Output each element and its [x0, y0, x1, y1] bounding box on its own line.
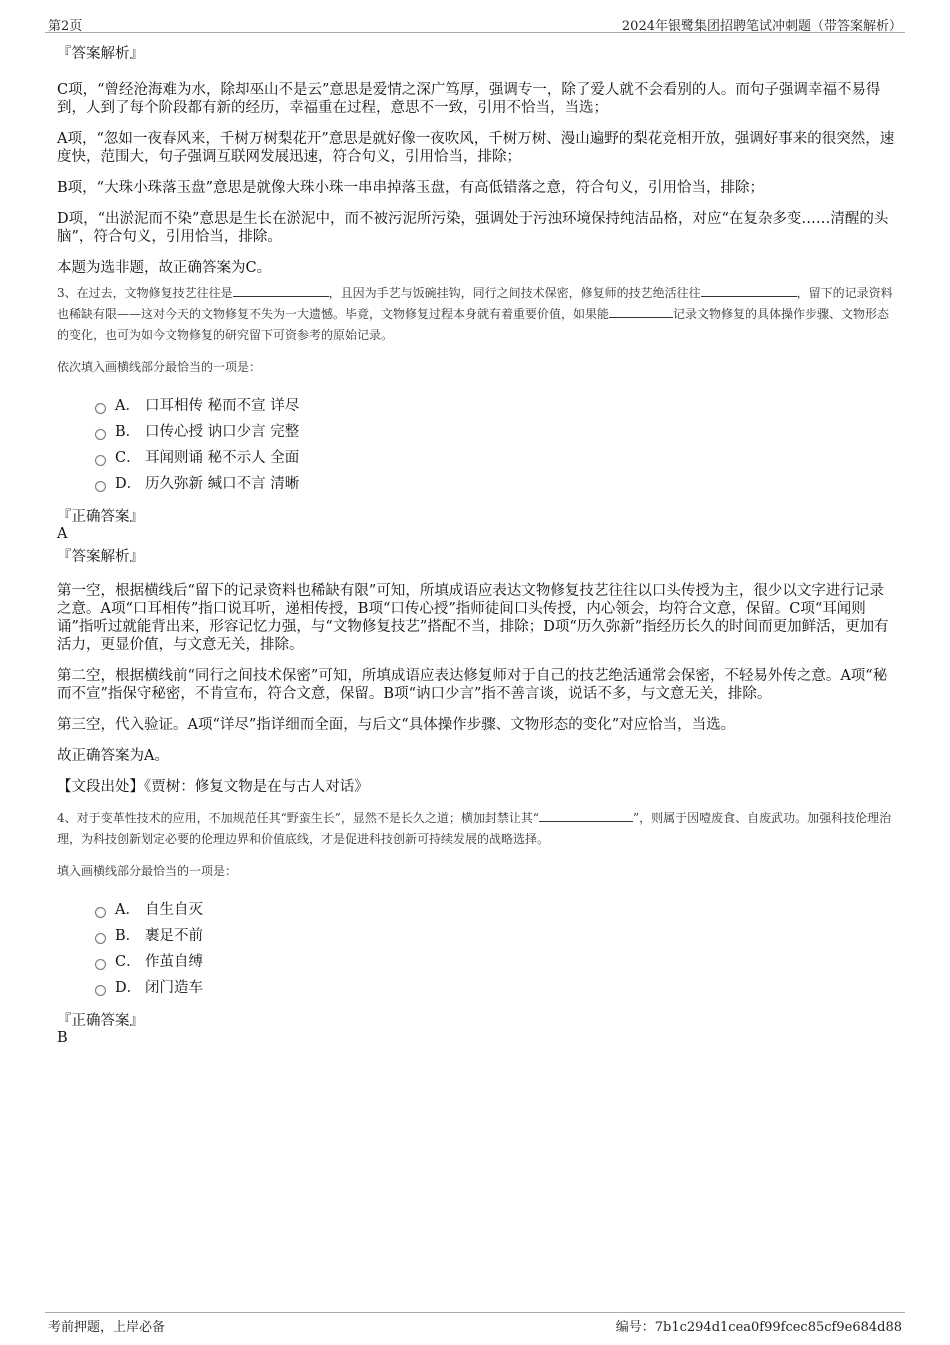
q2-analysis-para: C项，“曾经沧海难为水，除却巫山不是云”意思是爱情之深广笃厚，强调专一，除了爱人就不会看别的人。而句子强调幸福不易得到，人到了每个阶段都有新的经历，幸福重在过程，意思不一致，引用不恰当，当选； [57, 82, 881, 116]
option-text: 口传心授 讷口少言 完整 [145, 424, 300, 440]
option-text: 历久弥新 缄口不言 清晰 [145, 476, 300, 492]
q3-analysis-label: 『答案解析』 [57, 549, 144, 565]
option-c[interactable] [95, 445, 897, 471]
q4-stem [57, 808, 897, 850]
q3-stem-part: 3、在过去，文物修复技艺往往是 [57, 286, 233, 300]
q2-analysis-para: D项，“出淤泥而不染”意思是生长在淤泥中，而不被污泥所污染，强调处于污浊环境保持纯洁品格，对应“在复杂多变……清醒的头脑”，符合句义，引用恰当，排除。 [57, 211, 889, 245]
q3-source: 【文段出处】《贾树：修复文物是在与古人对话》 [57, 779, 369, 795]
q4-instruction: 填入画横线部分最恰当的一项是： [57, 864, 238, 878]
q2-analysis-label: 『答案解析』 [57, 46, 144, 62]
radio-icon[interactable] [95, 403, 106, 414]
document-title: 2024年银鹭集团招聘笔试冲刺题（带答案解析） [621, 19, 902, 34]
document-id: 编号：7b1c294d1cea0f99fcec85cf9e684d88 [615, 1320, 902, 1335]
option-key: C． [115, 450, 141, 466]
radio-icon[interactable] [95, 455, 106, 466]
q2-conclusion: 本题为选非题，故正确答案为C。 [57, 260, 272, 276]
option-text: 自生自灭 [145, 902, 203, 918]
q4-stem-part: ”，则属于因噎废食、自废武功。加强科技伦理治理，为科技创新划定必要的伦理边界和价值底线，才是促进科技创新可持续发展的战略选择。 [57, 811, 892, 846]
radio-icon[interactable] [95, 985, 106, 996]
q3-options [95, 393, 897, 497]
fill-blank [539, 809, 633, 822]
option-b[interactable] [95, 419, 897, 445]
page-number: 第2页 [48, 19, 83, 34]
option-key: B． [115, 424, 141, 440]
q3-instruction: 依次填入画横线部分最恰当的一项是： [57, 360, 262, 374]
option-text: 裹足不前 [145, 928, 203, 944]
q3-analysis-para: 第二空，根据横线前“同行之间技术保密”可知，所填成语应表达修复师对于自己的技艺绝活通常会保密，不轻易外传之意。A项“秘而不宣”指保守秘密，不肯宣布，符合文意，保留。B项“讷口少言”指不善言谈，说话不多，与文意无关，排除。 [57, 668, 888, 702]
q4-stem-part: 4、对于变革性技术的应用，不加规范任其“野蛮生长”，显然不是长久之道；横加封禁让其“ [57, 811, 540, 825]
option-key: A． [115, 398, 140, 414]
page-header [45, 14, 905, 33]
q3-analysis-para: 第三空，代入验证。A项“详尽”指详细而全面，与后文“具体操作步骤、文物形态的变化”对应恰当，当选。 [57, 717, 736, 733]
q2-analysis-para: A项，“忽如一夜春风来，千树万树梨花开”意思是就好像一夜吹风，千树万树、漫山遍野的梨花竞相开放，强调好事来的很突然，速度快，范围大，句子强调互联网发展迅速，符合句义，引用恰当，排除； [57, 131, 895, 165]
fill-blank [701, 284, 797, 297]
option-text: 耳闻则诵 秘不示人 全面 [145, 450, 300, 466]
option-a[interactable] [95, 393, 897, 419]
option-a[interactable] [95, 897, 897, 923]
option-d[interactable] [95, 975, 897, 1001]
option-key: B． [115, 928, 141, 944]
option-key: A． [115, 902, 140, 918]
radio-icon[interactable] [95, 959, 106, 970]
fill-blank [609, 305, 673, 318]
q3-stem-part: ，且因为手艺与饭碗挂钩，同行之间技术保密，修复师的技艺绝活往往 [328, 286, 701, 300]
page-content [57, 46, 897, 1053]
q2-analysis-para: B项，“大珠小珠落玉盘”意思是就像大珠小珠一串串掉落玉盘，有高低错落之意，符合句义，引用恰当，排除； [57, 180, 764, 196]
radio-icon[interactable] [95, 933, 106, 944]
footer-slogan: 考前押题，上岸必备 [48, 1320, 166, 1335]
q3-correct-answer: A [57, 526, 68, 542]
q3-stem [57, 283, 897, 346]
option-c[interactable] [95, 949, 897, 975]
option-text: 作茧自缚 [145, 954, 203, 970]
option-key: D． [115, 476, 142, 492]
option-text: 口耳相传 秘而不宣 详尽 [145, 398, 300, 414]
radio-icon[interactable] [95, 907, 106, 918]
q3-stem-part: ，留下的记录资料也稀缺有限——这对今天的文物修复不失为一大遗憾。毕竟，文物修复过程本身就有着重要价值，如果能 [57, 286, 893, 321]
q3-correct-label: 『正确答案』 [57, 509, 144, 525]
option-b[interactable] [95, 923, 897, 949]
option-text: 闭门造车 [145, 980, 203, 996]
q3-conclusion: 故正确答案为A。 [57, 748, 169, 764]
radio-icon[interactable] [95, 429, 106, 440]
option-d[interactable] [95, 471, 897, 497]
option-key: C． [115, 954, 141, 970]
option-key: D． [115, 980, 142, 996]
fill-blank [233, 284, 329, 297]
radio-icon[interactable] [95, 481, 106, 492]
q4-correct-label: 『正确答案』 [57, 1013, 144, 1029]
page-footer [45, 1312, 905, 1333]
q3-analysis-para: 第一空，根据横线后“留下的记录资料也稀缺有限”可知，所填成语应表达文物修复技艺往往以口头传授为主，很少以文字进行记录之意。A项“口耳相传”指口说耳听，递相传授，B项“口传心授”指师徒间口头传授，内心领会，均符合文意，保留。C项“耳闻则诵”指听过就能背出来，形容记忆力强，与“文物修复技艺”搭配不当，排除；D项“历久弥新”指经历长久的时间而更加鲜活，更加有活力，更显价值，与文意无关，排除。 [57, 583, 889, 653]
q4-correct-answer: B [57, 1030, 68, 1046]
q3-stem-part: 记录文物修复的具体操作步骤、文物形态的变化，也可为如今文物修复的研究留下可资参考的原始记录。 [57, 307, 890, 342]
q4-options [95, 897, 897, 1001]
